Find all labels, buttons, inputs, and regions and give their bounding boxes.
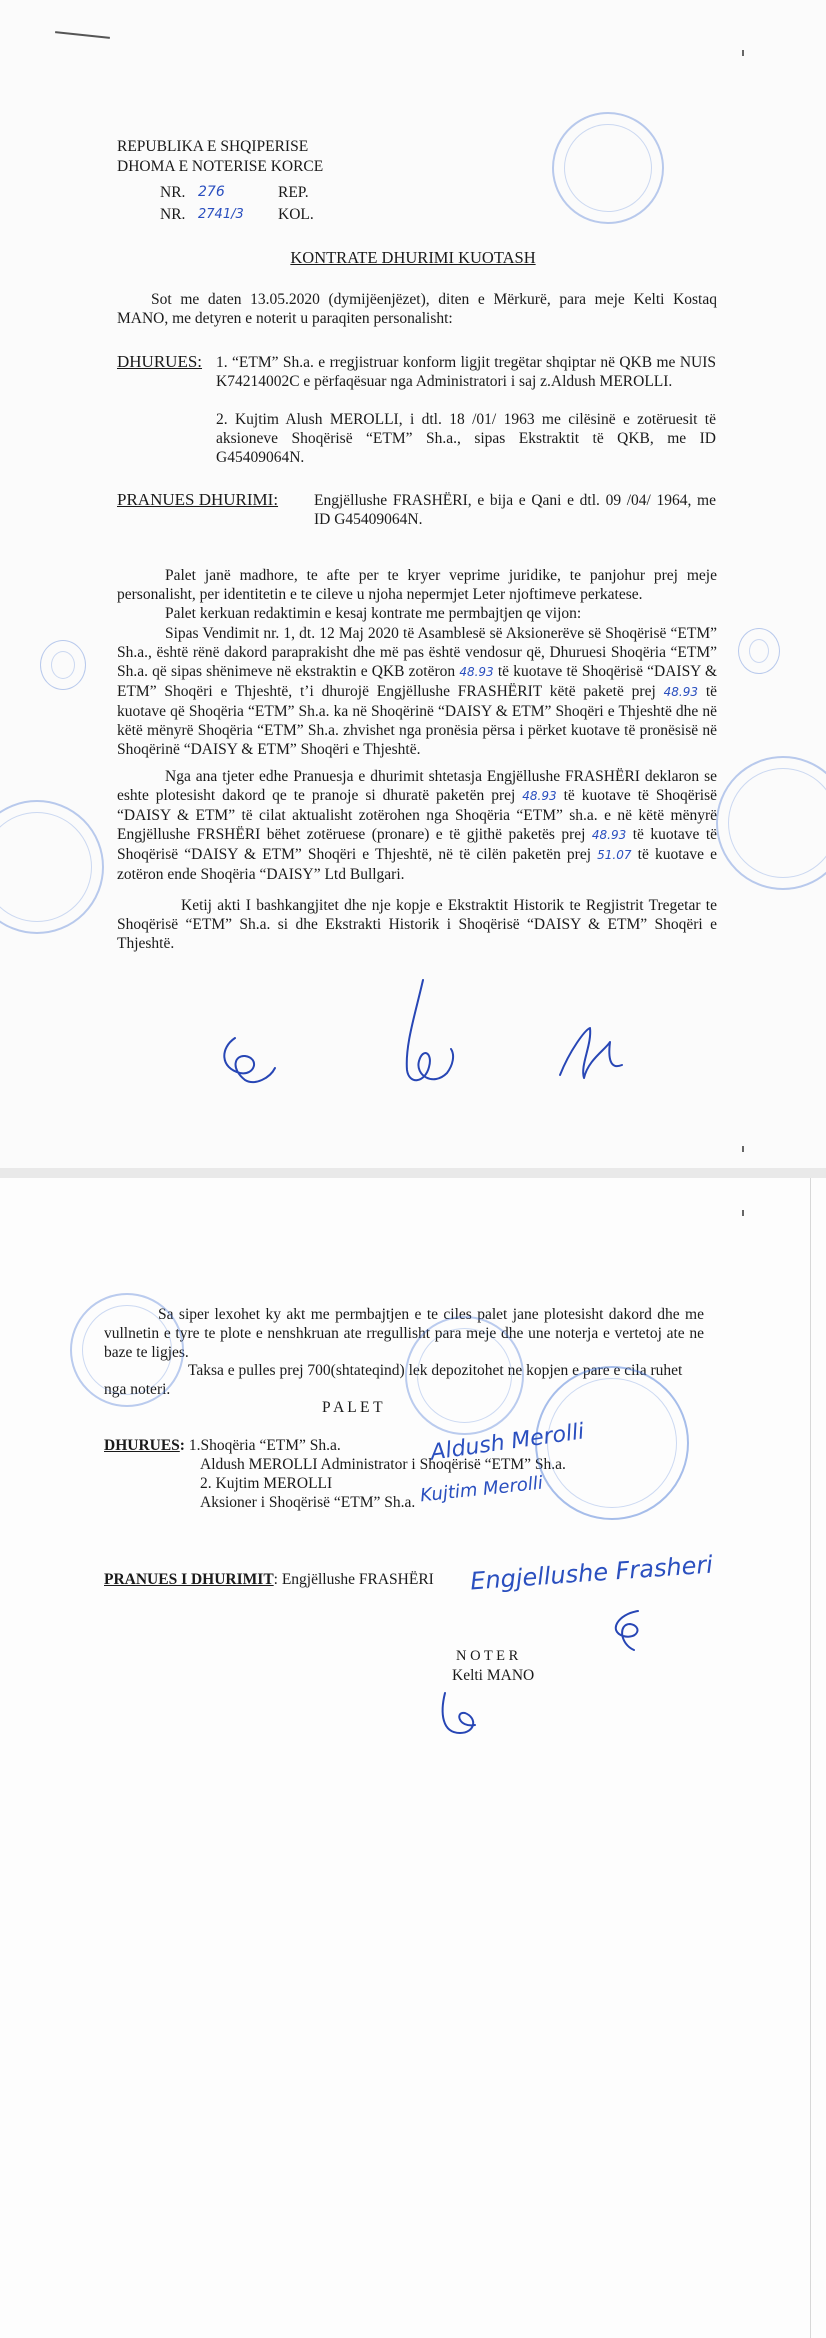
handwritten-signature-kujtim: Kujtim Merolli	[419, 1472, 544, 1507]
side-stamp-right	[716, 756, 826, 890]
scan-mark	[55, 31, 110, 39]
handwritten-percent-4: 48.93	[591, 828, 627, 842]
decision-text-a: Sipas Vendimit nr. 1, dt. 12 Maj 2020 të Asamblesë së Aksionerëve së Shoqërisë “ETM” Sh.a., është rënë dakord paraprakisht dhe më pas është vendosur që, Dhuruesi Shoqëria “ETM” Sh.a. që sipas shënimeve në ekstraktin e QKB zotëron	[117, 625, 717, 680]
scan-tick	[742, 50, 744, 56]
notary-label: N O T E R	[456, 1648, 519, 1664]
side-stamp-page2	[70, 1293, 184, 1407]
decision-paragraph	[117, 624, 717, 759]
header-kol-label: KOL.	[278, 206, 314, 223]
handwritten-signature-engjellushe: Engjellushe Frasheri	[469, 1550, 714, 1596]
donor-item-1: 1. “ETM” Sh.a. e rregjistruar konform ligjit tregëtar shqiptar në QKB me NUIS K74214002C e përfaqësuar nga Administratori i saj z.Aldush MEROLLI.	[216, 354, 716, 390]
page2-donor-line-1: 1.Shoqëria “ETM” Sh.a.	[188, 1437, 341, 1454]
notary-stamp-top	[545, 105, 671, 231]
parties-heading: P A L E T	[322, 1399, 383, 1416]
document-page-2	[0, 1178, 826, 2338]
page2-recipient-block: PRANUES I DHURIMIT: Engjëllushe FRASHËRI	[104, 1571, 434, 1588]
acceptance-text-c: të kuotave të Shoqërisë “DAISY & ETM” Shoqëri e Thjeshtë, në të cilën paketën prej	[117, 826, 717, 863]
contract-title: KONTRATE DHURIMI KUOTASH	[290, 248, 536, 267]
side-stamp-left	[0, 800, 104, 934]
document-page-1	[0, 0, 826, 1168]
signature-recipient-page1	[215, 1028, 285, 1088]
initial-mark-right	[738, 628, 780, 674]
decision-text-c: të kuotave që Shoqëria “ETM” Sh.a. ka në Shoqërinë “DAISY & ETM” Shoqëri e Thjeshtë dhe në këtë mënyrë Shoqëria “ETM” Sh.a. zhvishet nga pronësia përsa i përket kuotave të pronësisë në Shoqërinë “DAISY & ETM” Shoqëri e Thjeshtë.	[117, 683, 718, 758]
donor-label: DHURUES:	[117, 352, 203, 371]
attachment-paragraph: Ketij akti I bashkangjitet dhe nje kopje e Ekstraktit Historik te Regjistrit Tregetar te Shoqërisë “ETM” Sh.a. si dhe Ekstrakti Historik i Shoqërisë “DAISY & ETM” Shoqëri e Thjeshtë.	[117, 897, 717, 952]
page2-donor-label: DHURUES	[104, 1437, 180, 1454]
header-rep-nr-value: 276	[198, 184, 225, 200]
scan-tick	[742, 1210, 744, 1216]
page2-donor-block: DHURUES: 1.Shoqëria “ETM” Sh.a.	[104, 1437, 341, 1454]
redaction-request-paragraph: Palet kerkuan redaktimin e kesaj kontrate me permbajtjen qe vijon:	[165, 605, 582, 622]
handwritten-percent-5: 51.07	[597, 848, 632, 862]
tax-paragraph: Taksa e pulles prej 700(shtateqind) lek depozitohet ne kopjen e pare e cila ruhet nga noteri.	[104, 1362, 683, 1398]
page2-recipient-name: Engjëllushe FRASHËRI	[281, 1571, 434, 1588]
header-republic: REPUBLIKA E SHQIPERISE	[117, 138, 309, 155]
page2-donor-line-4: Aksioner i Shoqërisë “ETM” Sh.a.	[200, 1494, 416, 1511]
header-rep-nr-label: NR.	[160, 184, 186, 201]
scan-tick	[742, 1146, 744, 1152]
acceptance-text-d: të kuotave e zotëron ende Shoqëria “DAISY” Ltd Bullgari.	[117, 846, 718, 883]
page2-donor-line-2: Aldush MEROLLI Administrator i Shoqërisë “ETM” Sh.a.	[200, 1456, 566, 1473]
header-kol-nr-value: 2741/3	[198, 207, 244, 222]
handwritten-percent-1: 48.93	[459, 665, 494, 679]
signature-initial-page2	[598, 1606, 658, 1656]
parties-paragraph: Palet janë madhore, te afte per te kryer veprime juridike, te panjohur prej meje personalisht, per identitetin e te cileve u njoha nepermjet Leter njoftimeve perkatese.	[117, 567, 717, 603]
acceptance-text-b: të kuotave të Shoqërisë “DAISY & ETM” të cilat aktualisht zotërohen nga Shoqëria “ETM” sh.a. e në këtë mënyrë Engjëllushe FRSHËRI bëhet zotëruese (pronare) e të gjithë paketës prej	[117, 787, 717, 843]
initial-mark-left	[40, 640, 86, 690]
intro-paragraph: Sot me daten 13.05.2020 (dymijëenjëzet), diten e Mërkurë, para meje Kelti Kostaq MANO, me detyren e noterit u paraqiten personalisht:	[117, 291, 717, 327]
signature-notary-page2	[430, 1683, 490, 1743]
signature-donor-page1	[385, 975, 465, 1095]
acceptance-text-a: Nga ana tjeter edhe Pranuesja e dhurimit shtetasja Engjëllushe FRASHËRI deklaron se eshte plotesisht dakord qe te pranoje si dhuratë paketën prej	[117, 768, 717, 804]
acceptance-paragraph	[117, 767, 717, 884]
page2-recipient-label: PRANUES I DHURIMIT	[104, 1571, 274, 1588]
signature-notary-page1	[550, 1020, 630, 1090]
handwritten-signature-aldush: Aldush Merolli	[429, 1419, 586, 1466]
header-kol-nr-label: NR.	[160, 206, 186, 223]
page-separator	[0, 1168, 826, 1178]
header-chamber: DHOMA E NOTERISE KORCE	[117, 158, 324, 175]
page2-donor-line-3: 2. Kujtim MEROLLI	[200, 1475, 333, 1492]
notary-name: Kelti MANO	[452, 1667, 535, 1684]
scan-edge-line	[810, 1178, 811, 2338]
notary-stamp-page2	[405, 1316, 524, 1435]
header-rep-label: REP.	[278, 184, 309, 201]
recipient-label: PRANUES DHURIMI:	[117, 490, 279, 509]
decision-text-b: të kuotave të Shoqërisë “DAISY & ETM” Shoqëri e Thjeshtë, t’i dhurojë Engjëllushe FRASHËRIT këtë paketë prej	[117, 663, 718, 700]
recipient-text: Engjëllushe FRASHËRI, e bija e Qani e dtl. 09 /04/ 1964, me ID G45409064N.	[314, 492, 716, 528]
closing-paragraph: Sa siper lexohet ky akt me permbajtjen e te ciles palet jane plotesisht dakord dhe me vullnetin e tyre te plote e nenshkruan ate rregullisht para meje dhe une noterja e vertetoj ate ne baze te ligjes.	[104, 1306, 704, 1361]
donor-item-2: 2. Kujtim Alush MEROLLI, i dtl. 18 /01/ 1963 me cilësinë e zotëruesit të aksioneve Shoqërisë “ETM” Sh.a., sipas Ekstraktit të QKB, me ID G45409064N.	[216, 411, 716, 466]
handwritten-percent-2: 48.93	[663, 685, 698, 699]
handwritten-percent-3: 48.93	[522, 789, 557, 803]
